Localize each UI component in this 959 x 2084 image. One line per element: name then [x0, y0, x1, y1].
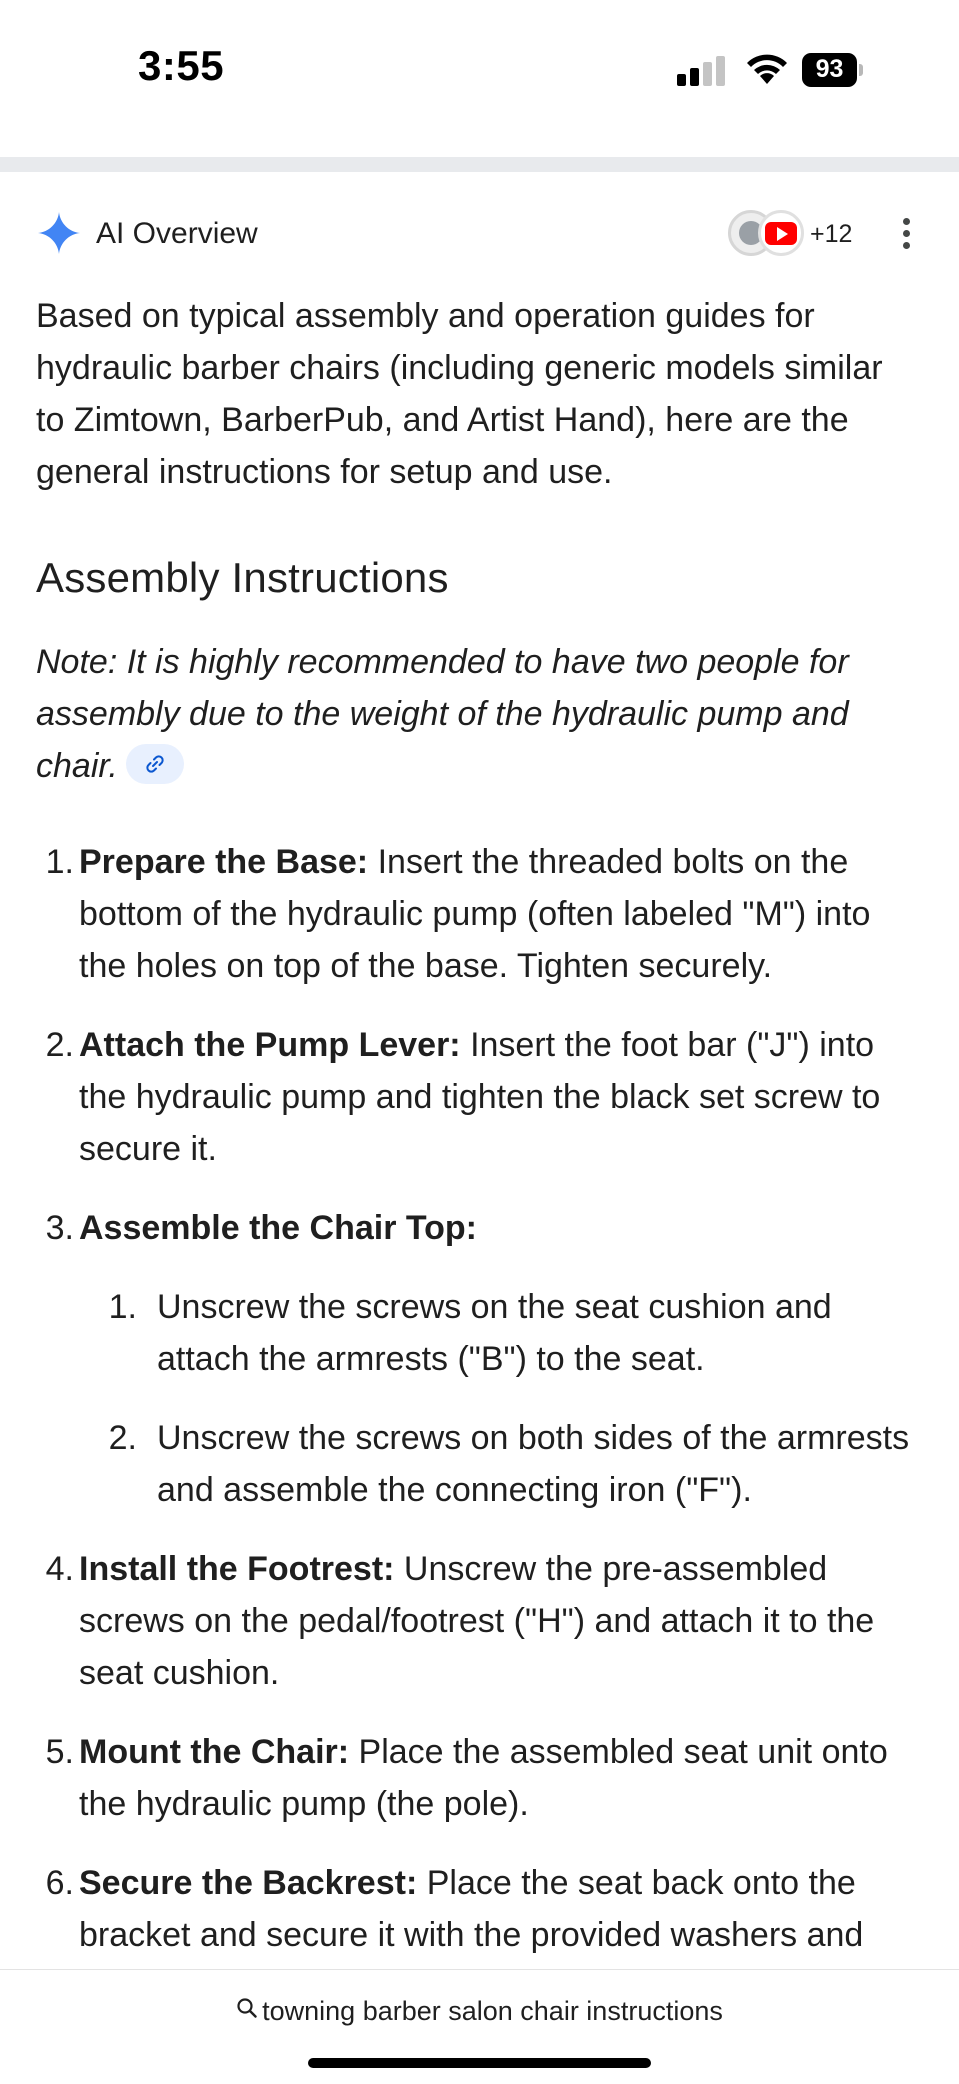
ai-overview-title: AI Overview: [96, 217, 258, 250]
list-item: [36, 836, 916, 992]
step-title: Prepare the Base:: [79, 843, 369, 881]
step-number: 3.: [45, 1209, 74, 1247]
step-title: Install the Footrest:: [79, 1550, 395, 1588]
list-item: [79, 1412, 916, 1516]
search-query-text: towning barber salon chair instructions: [262, 1996, 723, 2026]
search-query[interactable]: [0, 1996, 959, 2028]
substep-number: 1.: [108, 1288, 137, 1326]
assembly-steps-list: [36, 836, 916, 1961]
step-text: Insert the threaded bolts on the bottom of the hydraulic pump (often labeled "M") into the holes on top of the base. Tighten securely.: [79, 843, 871, 985]
step-title: Secure the Backrest:: [79, 1864, 418, 1902]
step-text: Unscrew the pre-assembled screws on the pedal/footrest ("H") and attach it to the seat cushion.: [79, 1550, 875, 1692]
step-number: 6.: [45, 1864, 74, 1902]
step-text: Place the seat back onto the bracket and secure it with the provided washers and: [79, 1864, 864, 1954]
battery-icon: [802, 53, 862, 87]
battery-percent: 93: [815, 55, 844, 83]
intro-paragraph: Based on typical assembly and operation guides for hydraulic barber chairs (including generic models similar to Zimtown, BarberPub, and Artist Hand), here are the general instructions for setup and use.: [36, 297, 883, 491]
ai-overview-header: [0, 200, 959, 266]
list-item: [36, 1726, 916, 1830]
youtube-icon: [758, 210, 804, 256]
step-number: 4.: [45, 1550, 74, 1588]
section-divider: [0, 157, 959, 172]
step-number: 2.: [45, 1026, 74, 1064]
cellular-signal-icon: [677, 56, 729, 86]
step-title: Assemble the Chair Top:: [79, 1209, 477, 1247]
substep-number: 2.: [108, 1419, 137, 1457]
more-options-icon[interactable]: [896, 216, 916, 252]
link-icon: [145, 754, 165, 774]
bottom-search-bar[interactable]: [0, 1969, 959, 2084]
step-text: Insert the foot bar ("J") into the hydraulic pump and tighten the black set screw to secure it.: [79, 1026, 881, 1168]
list-item: [36, 1857, 916, 1961]
step-title: Mount the Chair:: [79, 1733, 350, 1771]
step-number: 1.: [45, 843, 74, 881]
note-text: Note: It is highly recommended to have two people for assembly due to the weight of the hydraulic pump and chair.: [36, 643, 849, 785]
step-text: Place the assembled seat unit onto the hydraulic pump (the pole).: [79, 1733, 888, 1823]
list-item: [36, 1543, 916, 1699]
home-indicator[interactable]: [308, 2058, 651, 2068]
substep-text: Unscrew the screws on the seat cushion and attach the armrests ("B") to the seat.: [157, 1288, 832, 1378]
step-title: Attach the Pump Lever:: [79, 1026, 461, 1064]
list-item: [36, 1202, 916, 1516]
note-paragraph: [36, 636, 916, 792]
substeps-list: [79, 1281, 916, 1516]
wifi-icon: [745, 52, 789, 86]
ai-overview-content: [36, 290, 916, 1988]
status-bar: [0, 0, 959, 150]
list-item: [36, 1019, 916, 1175]
gemini-spark-icon: [38, 212, 80, 254]
section-heading: Assembly Instructions: [36, 554, 449, 601]
substep-text: Unscrew the screws on both sides of the armrests and assemble the connecting iron ("F").: [157, 1419, 910, 1509]
list-item: [79, 1281, 916, 1385]
sources-count: +12: [810, 220, 853, 248]
step-number: 5.: [45, 1733, 74, 1771]
search-icon: [236, 1995, 258, 2026]
source-link-chip[interactable]: [126, 744, 184, 784]
status-time: 3:55: [138, 42, 225, 89]
sources-button[interactable]: [728, 210, 853, 256]
